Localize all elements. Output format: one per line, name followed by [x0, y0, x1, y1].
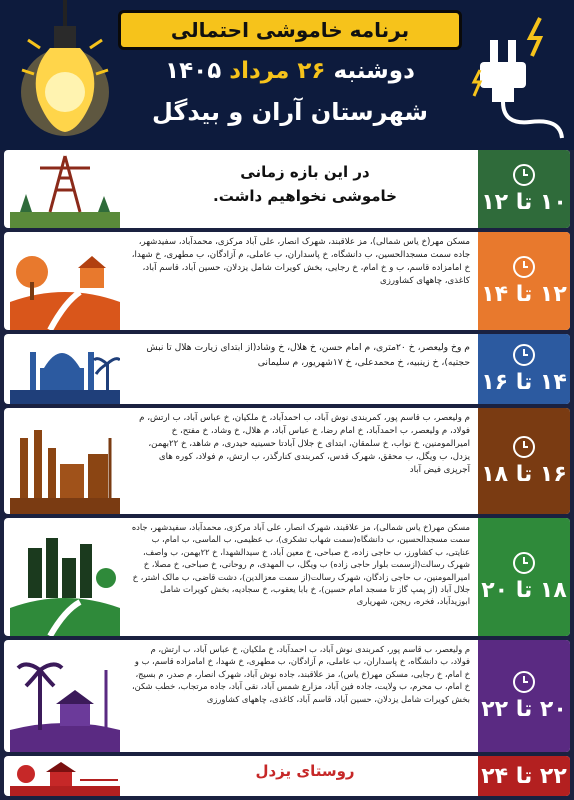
date-year: ۱۴۰۵: [165, 58, 222, 84]
village-houses-icon: [10, 756, 120, 796]
factory-icon: [10, 408, 120, 514]
time-slot-label: ۱۰ تا ۱۲: [481, 189, 567, 215]
no-outage-message: [140, 160, 470, 208]
schedule-row-16-18: [4, 408, 570, 514]
affected-areas-text: م ولیعصر، ب قاسم پور، کمربندی نوش آباد، ب احمدآباد، خ ملکیان، خ عباس آباد، ب ارتش، م فولاد، ب دانشگاه، خ پاسداران، ب عاملی، م آزادگان، ب مطهری، خ شهدا، خ امامزاده قاسم، ب و خ امام، خ رجایی، مسکن مهر(خ یاس)، مز علاقبند، جاده نوش آباد، شهرک انصار، م صدر، م بسیج، خ امام، ب محرم، ب ولایت، جاده فین آباد، مزارع شمس آباد، نقی آباد، جاده مرتجاب، خطب شکن، بخش کویرات شامل یزدلان، حسین آباد، قاسم آباد، کاغذی، چاههای کشاورزی: [131, 644, 470, 704]
time-slot-badge: [478, 518, 570, 636]
affected-areas-text: مسکن مهر(خ یاس شمالی)، مز علاقبند، شهرک انصار، علی آباد مرکزی، محمدآباد، سفیدشهر، جاده سمت مسجدالحسین، ب دانشگاه، خ پاسداران، ب عاملی، م آزادگان، ب مطهری، خ شهدا، خ امامزاده قاسم، ب و خ امام، خ رجایی، بخش کویرات شامل یزدلان، حسین آباد، قاسم آباد، کاغذی، چاههای کشاورزی: [131, 237, 470, 286]
header: [0, 0, 574, 150]
date-weekday: دوشنبه: [333, 58, 415, 84]
schedule-row-18-20: [4, 518, 570, 636]
clock-icon: [513, 552, 535, 574]
schedule-row-14-16: [4, 334, 570, 404]
schedule-row-10-12: [4, 150, 570, 228]
date-month: مرداد: [229, 58, 290, 84]
time-slot-badge: [478, 150, 570, 228]
time-slot-label: ۲۲ تا ۲۴: [481, 763, 567, 789]
date-day: ۲۶: [297, 58, 326, 84]
page-title: برنامه خاموشی احتمالی: [118, 10, 462, 50]
affected-areas-text: مسکن مهر(خ یاس شمالی)، مز علاقبند، شهرک انصار، علی آباد مرکزی، محمدآباد، سفیدشهر، جاده سمت مسجدالحسین، ب دانشگاه(سمت شهاب تشکری)، ب عظیمی، ب الماسی، ب امام، ب عنایتی، ب کشاورز، ب حاجی زاده، خ صباحی، خ معین آباد، خ سیدالشهدا، خ ۲۲بهمن، ب واصف، شهرک رسالت(ازسمت بلوار حاجی زاده) ب ویگل، ب المهدی، م روحانی، خ صباحی، خ مصلا، خ امیرالمومنین، ب حاجی زادگان، شهرک رسالت(از سمت معزالدین)، دشت قاضی، ب مالک اشتر، خ جلال آباد (از پمپ گاز تا مسجد امام حسین)، خ بابا یعقوب، خ سجادیه، بخش کویرات شامل ابوزیدآباد، فخره، ریجن، شهریاری: [131, 522, 470, 607]
clock-icon: [513, 671, 535, 693]
time-slot-label: ۱۲ تا ۱۴: [481, 281, 567, 307]
schedule-row-20-22: [4, 640, 570, 752]
light-bulb-icon: [10, 0, 120, 150]
schedule-row-12-14: [4, 232, 570, 330]
power-plug-icon: [470, 10, 570, 140]
no-outage-line-2: خاموشی نخواهیم داشت.: [213, 187, 397, 205]
mosque-icon: [10, 334, 120, 404]
time-slot-badge: [478, 334, 570, 404]
clock-icon: [513, 344, 535, 366]
affected-areas-text: م وخ ولیعصر، خ ۲۰متری، م امام حسن، خ هلال، خ وشاد(از ابتدای زیارت هلال تا نبش حجتیه)، خ زینبیه، خ محمدعلی، خ ۱۷شهریور، م سلیمانی: [146, 342, 470, 368]
time-slot-label: ۱۶ تا ۱۸: [481, 461, 567, 487]
time-slot-badge: [478, 232, 570, 330]
palm-village-icon: [10, 640, 120, 752]
clock-icon: [513, 436, 535, 458]
time-slot-badge: [478, 756, 570, 796]
time-slot-label: ۱۸ تا ۲۰: [481, 577, 567, 603]
time-slot-badge: [478, 640, 570, 752]
clock-icon: [513, 256, 535, 278]
village-name: روستای یزدل: [255, 762, 355, 780]
schedule-row-22-24: [4, 756, 570, 796]
clock-icon: [513, 164, 535, 186]
city-skyline-icon: [10, 518, 120, 636]
time-slot-badge: [478, 408, 570, 514]
time-slot-label: ۱۴ تا ۱۶: [481, 369, 567, 395]
time-slot-label: ۲۰ تا ۲۲: [481, 696, 567, 722]
power-tower-icon: [10, 150, 120, 228]
town-road-icon: [10, 232, 120, 330]
date-line: [120, 58, 460, 84]
no-outage-line-1: در این بازه زمانی: [240, 163, 370, 181]
affected-areas-text: م ولیعصر، ب قاسم پور، کمربندی نوش آباد، ب احمدآباد، خ ملکیان، خ عباس آباد، ب ارتش، م فولاد، م ولیعصر، ب احمدآباد، خ امام رضا، خ عباس آباد، م هلال، خ وشاد، خ مفتح، خ امیرالمومنین، خ نواب، خ سلمقان، ابتدای خ جلال آبادتا حسینیه حیدری، م شاهد، خ ۲۲بهمن، یزدل، ب ویگل، ب محقق، شهرک قدس، کمربندی کنارگذر، ب ارتش، م فولاد، کوره های آجرپزی فیض آباد: [139, 413, 470, 475]
city-name: شهرستان آران و بیدگل: [151, 98, 429, 126]
